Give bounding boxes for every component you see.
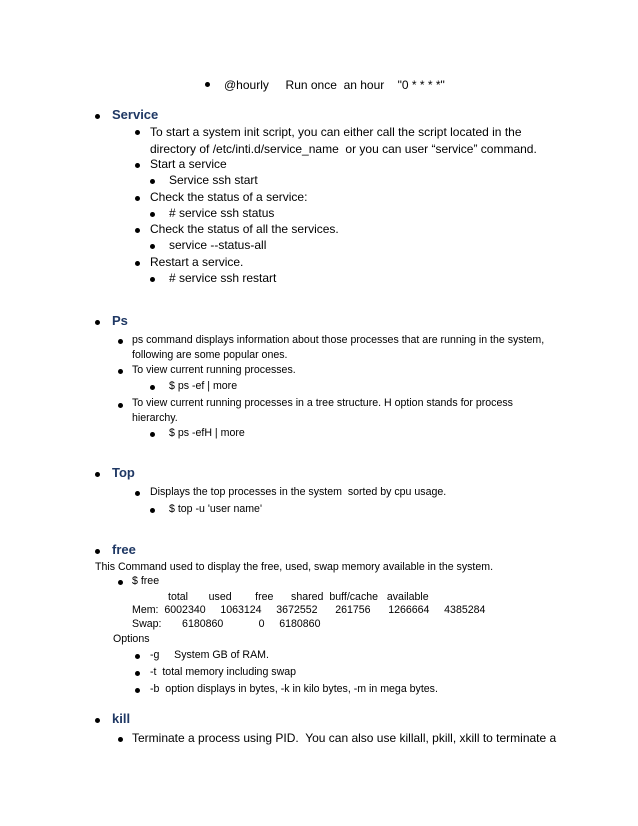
ps-desc-line2: following are some popular ones.: [132, 349, 288, 361]
bullet: [95, 549, 100, 554]
bullet: [150, 385, 155, 390]
restart-cmd: # service ssh restart: [169, 271, 277, 285]
kill-heading: kill: [112, 711, 131, 726]
bullet: [135, 196, 140, 201]
start-service-cmd: Service ssh start: [169, 173, 258, 187]
ps-view-cmd: $ ps -ef | more: [169, 380, 238, 392]
free-options-label: Options: [113, 633, 150, 645]
hourly-item: @hourly Run once an hour "0 * * * *": [224, 78, 445, 92]
bullet: [205, 82, 210, 87]
bullet: [135, 654, 140, 659]
bullet: [150, 277, 155, 282]
ps-tree-line1: To view current running processes in a tree structure. H option stands for process: [132, 397, 513, 409]
bullet: [150, 179, 155, 184]
bullet: [95, 114, 100, 119]
bullet: [135, 671, 140, 676]
top-heading: Top: [112, 465, 135, 480]
bullet: [118, 403, 123, 408]
free-opt-g: -g System GB of RAM.: [150, 649, 269, 661]
free-output-swap: Swap: 6180860 0 6180860: [132, 618, 321, 630]
service-intro-line1: To start a system init script, you can either call the script located in the: [150, 125, 522, 139]
top-cmd: $ top -u 'user name': [169, 503, 262, 515]
free-opt-b: -b option displays in bytes, -k in kilo bytes, -m in mega bytes.: [150, 683, 438, 695]
bullet: [135, 163, 140, 168]
free-cmd: $ free: [132, 575, 160, 587]
bullet: [95, 320, 100, 325]
status-all-label: Check the status of all the services.: [150, 222, 339, 236]
bullet: [150, 244, 155, 249]
bullet: [118, 580, 123, 585]
ps-heading: Ps: [112, 313, 128, 328]
ps-view-label: To view current running processes.: [132, 364, 296, 376]
bullet: [118, 737, 123, 742]
bullet: [135, 228, 140, 233]
bullet: [135, 261, 140, 266]
free-heading: free: [112, 542, 136, 557]
ps-tree-line2: hierarchy.: [132, 412, 178, 424]
bullet: [118, 369, 123, 374]
bullet: [95, 472, 100, 477]
bullet: [150, 432, 155, 437]
kill-desc: Terminate a process using PID. You can also use killall, pkill, xkill to terminate a: [132, 731, 557, 745]
free-opt-t: -t total memory including swap: [150, 666, 297, 678]
free-output-header: total used free shared buff/cache available: [168, 591, 429, 603]
bullet: [135, 130, 140, 135]
bullet: [135, 688, 140, 693]
free-desc: This Command used to display the free, used, swap memory available in the system.: [95, 561, 494, 573]
bullet: [150, 508, 155, 513]
service-heading: Service: [112, 107, 159, 122]
service-intro-line2: directory of /etc/inti.d/service_name or you can user “service” command.: [150, 142, 537, 156]
ps-desc-line1: ps command displays information about those processes that are running in the system,: [132, 334, 545, 346]
top-desc: Displays the top processes in the system sorted by cpu usage.: [150, 486, 447, 498]
status-service-cmd: # service ssh status: [169, 206, 275, 220]
restart-label: Restart a service.: [150, 255, 244, 269]
bullet: [118, 339, 123, 344]
ps-tree-cmd: $ ps -efH | more: [169, 427, 245, 439]
status-all-cmd: service --status-all: [169, 238, 267, 252]
start-service-label: Start a service: [150, 157, 227, 171]
bullet: [135, 491, 140, 496]
bullet: [95, 718, 100, 723]
free-output-mem: Mem: 6002340 1063124 3672552 261756 1266664 4385284: [132, 604, 486, 616]
bullet: [150, 212, 155, 217]
status-service-label: Check the status of a service:: [150, 190, 308, 204]
